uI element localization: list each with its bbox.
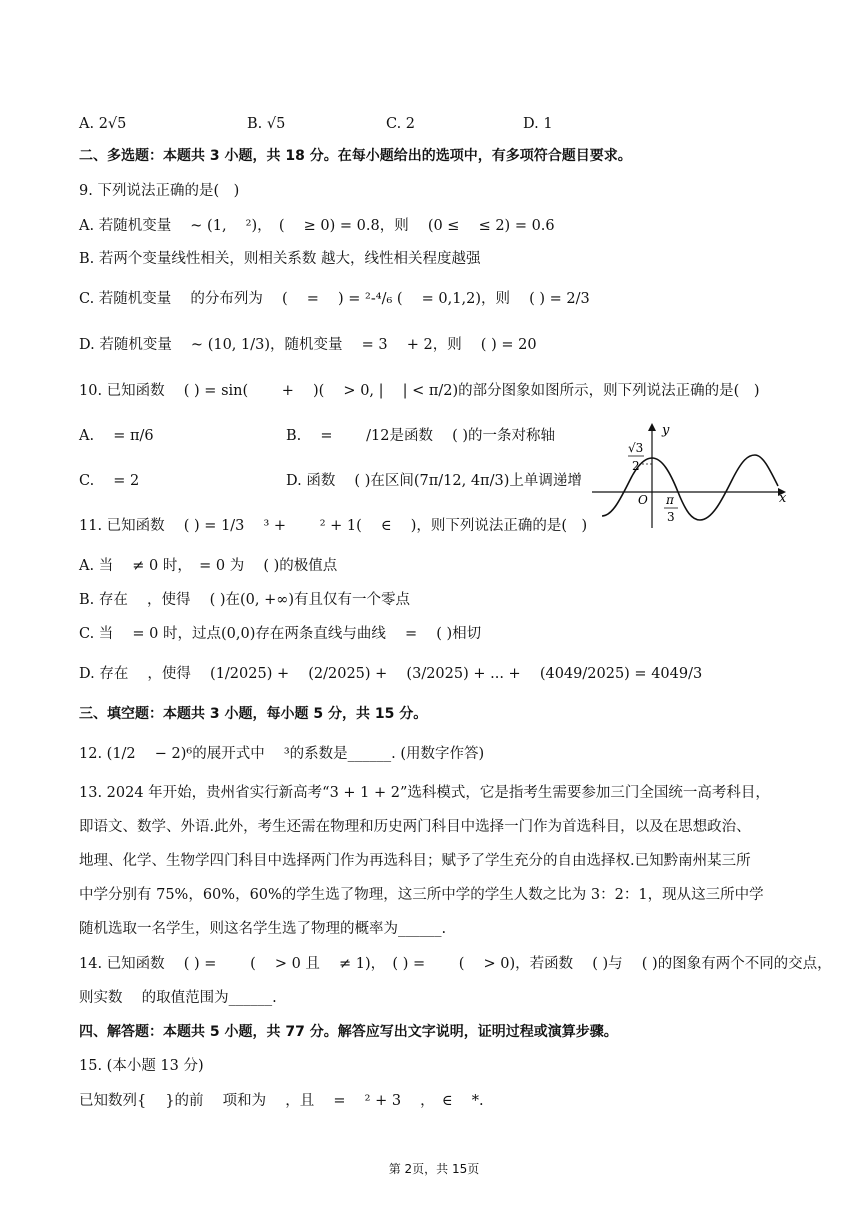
q8-option-a: A. 2√5 xyxy=(79,116,127,132)
q10-option-c: C. = 2 xyxy=(79,473,140,489)
q8-option-c: C. 2 xyxy=(386,116,416,132)
two-label: 2 xyxy=(632,459,640,473)
q11-option-b: B. 存在 ，使得 ( )在(0, +∞)有且仅有一个零点 xyxy=(79,592,410,608)
section4-header: 四、解答题：本题共 5 小题，共 77 分。解答应写出文字说明，证明过程或演算步骤。 xyxy=(79,1024,618,1040)
q14-line-2: 则实数 的取值范围为______. xyxy=(79,990,277,1006)
y-axis-arrow xyxy=(648,423,656,431)
y-axis-label: y xyxy=(662,423,670,438)
q9-stem: 9. 下列说法正确的是( ) xyxy=(79,183,240,199)
three-label: 3 xyxy=(667,510,675,524)
origin-label: O xyxy=(638,493,648,507)
q13-line-2: 即语文、数学、外语.此外，考生还需在物理和历史两门科目中选择一门作为首选科目，以及在思想政治、 xyxy=(79,819,751,835)
section3-header: 三、填空题：本题共 3 小题，每小题 5 分，共 15 分。 xyxy=(79,706,428,722)
q13-line-1: 13. 2024 年开始，贵州省实行新高考“3 + 1 + 2”选科模式，它是指考生需要参加三门全国统一高考科目， xyxy=(79,785,770,801)
q10-option-b: B. = /12是函数 ( )的一条对称轴 xyxy=(286,428,555,444)
q8-option-b: B. √5 xyxy=(247,116,286,132)
sqrt3-label: √3 xyxy=(628,441,644,455)
q11-option-d: D. 存在 ，使得 (1/2025) + (2/2025) + (3/2025) + ... + (4049/2025) = 4049/3 xyxy=(79,666,703,682)
q9-option-d: D. 若随机变量 ~ (10, 1/3)，随机变量 = 3 + 2，则 ( ) = 20 xyxy=(79,337,537,353)
q11-option-c: C. 当 = 0 时，过点(0,0)存在两条直线与曲线 = ( )相切 xyxy=(79,626,482,642)
page-footer: 第 2页，共 15页 xyxy=(388,1162,480,1176)
sine-curve xyxy=(602,455,778,520)
q13-line-3: 地理、化学、生物学四门科目中选择两门作为再选科目；赋予了学生充分的自由选择权.已知黔南州某三所 xyxy=(79,853,751,869)
q10-option-d: D. 函数 ( )在区间(7π/12, 4π/3)上单调递增 xyxy=(286,473,582,489)
section2-header: 二、多选题：本题共 3 小题，共 18 分。在每小题给出的选项中，有多项符合题目要求。 xyxy=(79,148,632,164)
x-axis-label: x xyxy=(779,491,787,506)
q15-title: 15. (本小题 13 分) xyxy=(79,1058,204,1074)
q12-text: 12. (1/2 − 2)⁶的展开式中 ³的系数是______. (用数字作答) xyxy=(79,746,485,762)
q9-option-a: A. 若随机变量 ~ (1, ²)， ( ≥ 0) = 0.8，则 (0 ≤ ≤ 2) = 0.6 xyxy=(79,218,555,234)
q14-line-1: 14. 已知函数 ( ) = ( > 0 且 ≠ 1)， ( ) = ( > 0)，若函数 ( )与 ( )的图象有两个不同的交点， xyxy=(79,956,832,972)
q9-option-b: B. 若两个变量线性相关，则相关系数 越大，线性相关程度越强 xyxy=(79,251,481,267)
q10-option-a: A. = π/6 xyxy=(79,428,154,444)
q9-option-c: C. 若随机变量 的分布列为 ( = ) = ²-⁴/₆ ( = 0,1,2)，则 ( ) = 2/3 xyxy=(79,291,590,307)
q15-stem: 已知数列{ }的前 项和为 ，且 = ² + 3 ， ∈ *. xyxy=(79,1093,484,1109)
q10-function-graph xyxy=(590,420,790,535)
q13-line-4: 中学分别有 75%，60%，60%的学生选了物理，这三所中学的学生人数之比为 3：2：1，现从这三所中学 xyxy=(79,887,764,903)
q10-stem: 10. 已知函数 ( ) = sin( + )( > 0, | | < π/2)的部分图象如图所示，则下列说法正确的是( ) xyxy=(79,383,760,399)
q11-option-a: A. 当 ≠ 0 时， = 0 为 ( )的极值点 xyxy=(79,558,338,574)
q8-option-d: D. 1 xyxy=(523,116,553,132)
q11-stem: 11. 已知函数 ( ) = 1/3 ³ + ² + 1( ∈ )，则下列说法正确的是( ) xyxy=(79,518,588,534)
q13-line-5: 随机选取一名学生，则这名学生选了物理的概率为______. xyxy=(79,921,447,937)
pi-label: π xyxy=(666,493,674,507)
